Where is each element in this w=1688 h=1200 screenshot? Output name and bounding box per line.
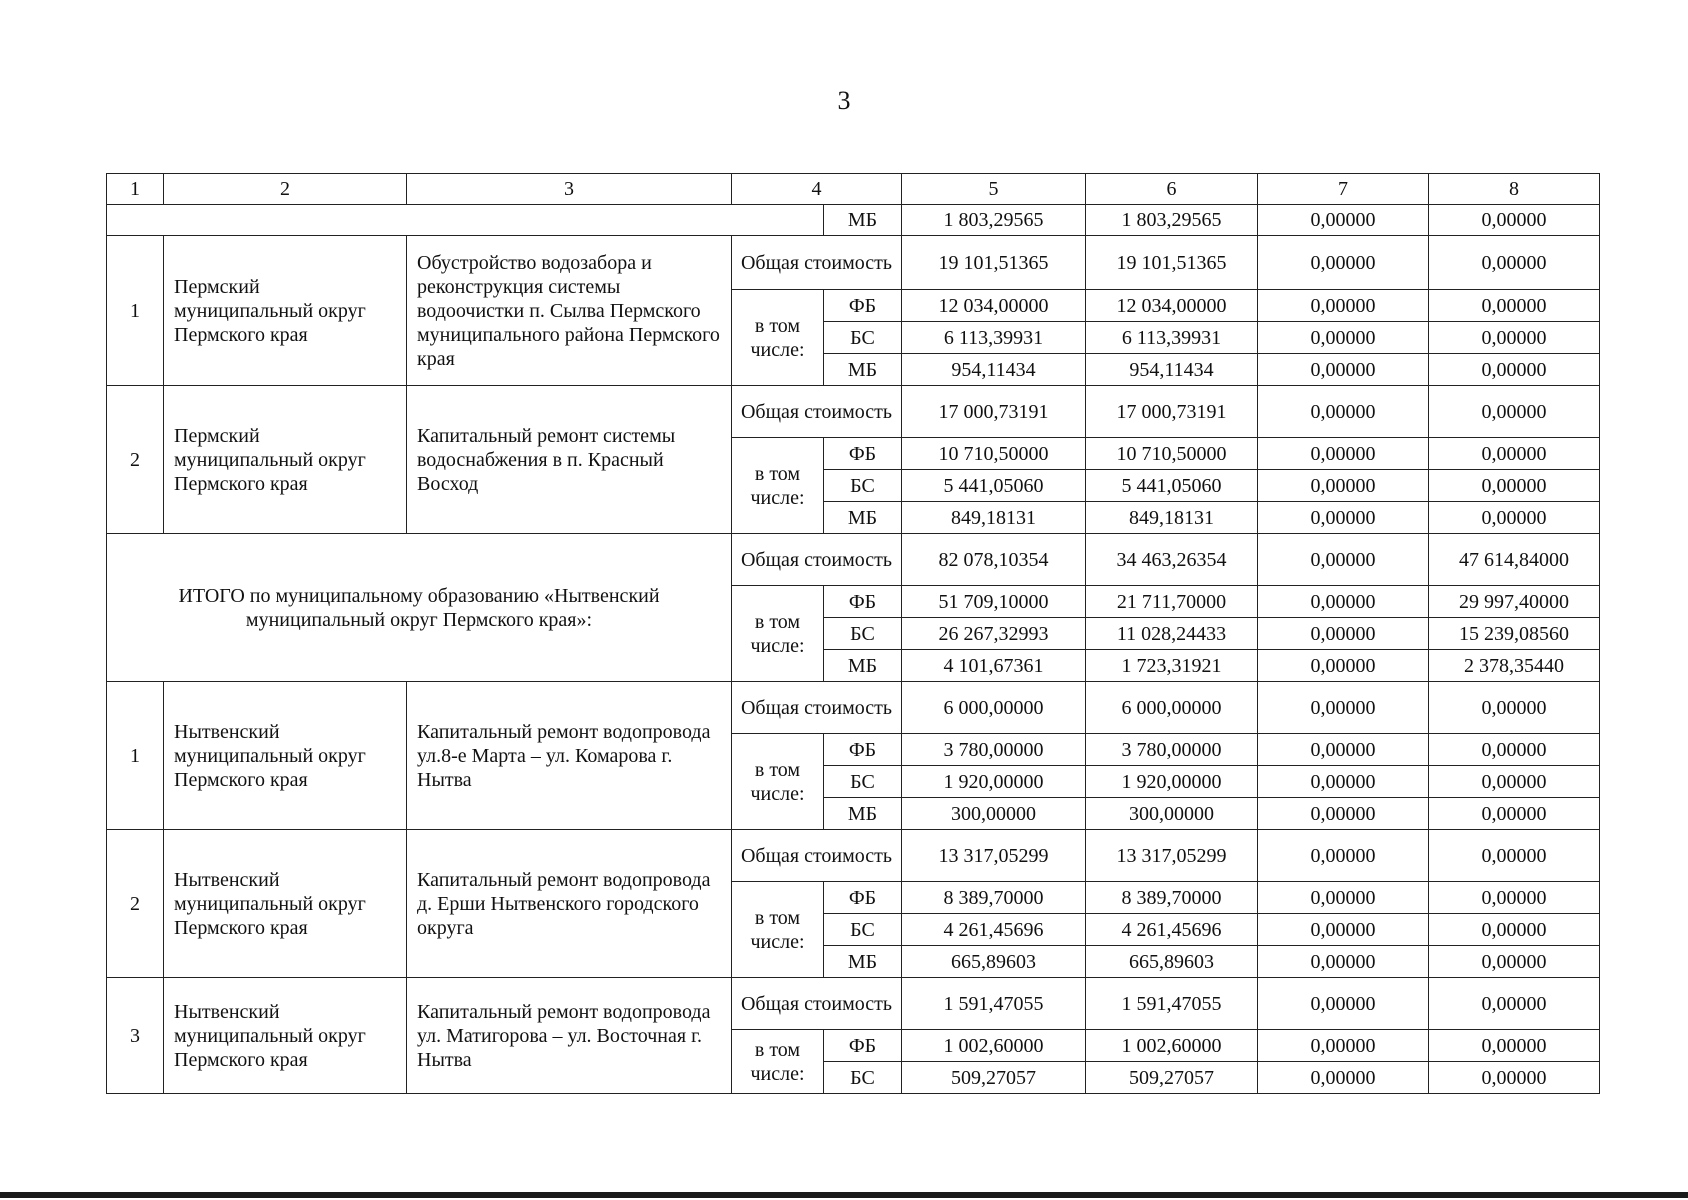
value-cell: 3 780,00000 bbox=[1086, 734, 1258, 766]
value-cell: 665,89603 bbox=[1086, 946, 1258, 978]
value-cell: 0,00000 bbox=[1429, 386, 1600, 438]
total-cost-label: Общая стоимость bbox=[732, 830, 902, 882]
including-label: в том числе: bbox=[732, 734, 824, 830]
header-row bbox=[107, 174, 1600, 205]
value-cell: 6 113,39931 bbox=[1086, 322, 1258, 354]
value-cell: 2 378,35440 bbox=[1429, 650, 1600, 682]
value-cell: 954,11434 bbox=[1086, 354, 1258, 386]
source-cell: МБ bbox=[824, 354, 902, 386]
value-cell: 0,00000 bbox=[1258, 682, 1429, 734]
value-cell: 82 078,10354 bbox=[902, 534, 1086, 586]
total-cost-label: Общая стоимость bbox=[732, 978, 902, 1030]
value-cell: 0,00000 bbox=[1429, 322, 1600, 354]
source-cell: ФБ bbox=[824, 438, 902, 470]
source-cell: БС bbox=[824, 914, 902, 946]
value-cell: 0,00000 bbox=[1258, 586, 1429, 618]
group-total-row bbox=[107, 978, 1600, 1030]
value-cell: 0,00000 bbox=[1258, 798, 1429, 830]
itogo-total-row bbox=[107, 534, 1600, 586]
value-cell: 0,00000 bbox=[1429, 978, 1600, 1030]
value-cell: 29 997,40000 bbox=[1429, 586, 1600, 618]
value-cell: 665,89603 bbox=[902, 946, 1086, 978]
value-cell: 0,00000 bbox=[1429, 766, 1600, 798]
project-title: Капитальный ремонт водопровода д. Ерши Нытвенского городского округа bbox=[407, 830, 732, 978]
value-cell: 0,00000 bbox=[1258, 470, 1429, 502]
source-cell: ФБ bbox=[824, 882, 902, 914]
value-cell: 6 000,00000 bbox=[902, 682, 1086, 734]
including-label: в том числе: bbox=[732, 586, 824, 682]
value-cell: 300,00000 bbox=[1086, 798, 1258, 830]
value-cell: 11 028,24433 bbox=[1086, 618, 1258, 650]
including-label: в том числе: bbox=[732, 438, 824, 534]
owner-cell: Пермский муниципальный округ Пермского края bbox=[164, 386, 407, 534]
value-cell: 4 101,67361 bbox=[902, 650, 1086, 682]
value-cell: 0,00000 bbox=[1429, 798, 1600, 830]
value-cell: 509,27057 bbox=[1086, 1062, 1258, 1094]
source-cell: БС bbox=[824, 322, 902, 354]
source-cell: ФБ bbox=[824, 1030, 902, 1062]
value-cell: 0,00000 bbox=[1258, 946, 1429, 978]
header-col-4: 4 bbox=[732, 174, 902, 205]
value-cell: 12 034,00000 bbox=[1086, 290, 1258, 322]
value-cell: 10 710,50000 bbox=[902, 438, 1086, 470]
row-number: 1 bbox=[107, 236, 164, 386]
value-cell: 1 803,29565 bbox=[1086, 205, 1258, 236]
value-cell: 0,00000 bbox=[1429, 946, 1600, 978]
value-cell: 0,00000 bbox=[1258, 882, 1429, 914]
value-cell: 0,00000 bbox=[1429, 502, 1600, 534]
group-total-row bbox=[107, 386, 1600, 438]
value-cell: 0,00000 bbox=[1258, 534, 1429, 586]
header-col-7: 7 bbox=[1258, 174, 1429, 205]
continuation-row bbox=[107, 205, 1600, 236]
value-cell: 51 709,10000 bbox=[902, 586, 1086, 618]
value-cell: 0,00000 bbox=[1258, 734, 1429, 766]
source-cell: МБ bbox=[824, 205, 902, 236]
funding-table bbox=[106, 173, 1600, 1094]
total-cost-label: Общая стоимость bbox=[732, 386, 902, 438]
source-cell: МБ bbox=[824, 502, 902, 534]
header-col-8: 8 bbox=[1429, 174, 1600, 205]
total-cost-label: Общая стоимость bbox=[732, 682, 902, 734]
group-total-row bbox=[107, 236, 1600, 290]
project-title: Капитальный ремонт водопровода ул. Матигорова – ул. Восточная г. Нытва bbox=[407, 978, 732, 1094]
value-cell: 21 711,70000 bbox=[1086, 586, 1258, 618]
value-cell: 1 002,60000 bbox=[902, 1030, 1086, 1062]
value-cell: 0,00000 bbox=[1429, 830, 1600, 882]
value-cell: 5 441,05060 bbox=[902, 470, 1086, 502]
value-cell: 0,00000 bbox=[1429, 914, 1600, 946]
source-cell: БС bbox=[824, 1062, 902, 1094]
header-col-3: 3 bbox=[407, 174, 732, 205]
header-col-2: 2 bbox=[164, 174, 407, 205]
owner-cell: Нытвенский муниципальный округ Пермского края bbox=[164, 682, 407, 830]
value-cell: 12 034,00000 bbox=[902, 290, 1086, 322]
value-cell: 3 780,00000 bbox=[902, 734, 1086, 766]
value-cell: 0,00000 bbox=[1258, 236, 1429, 290]
value-cell: 0,00000 bbox=[1429, 882, 1600, 914]
value-cell: 509,27057 bbox=[902, 1062, 1086, 1094]
value-cell: 0,00000 bbox=[1258, 205, 1429, 236]
project-title: Обустройство водозабора и реконструкция системы водоочистки п. Сылва Пермского муниципального района Пермского края bbox=[407, 236, 732, 386]
source-cell: ФБ bbox=[824, 290, 902, 322]
value-cell: 0,00000 bbox=[1258, 914, 1429, 946]
source-cell: ФБ bbox=[824, 734, 902, 766]
source-cell: ФБ bbox=[824, 586, 902, 618]
value-cell: 4 261,45696 bbox=[1086, 914, 1258, 946]
value-cell: 1 002,60000 bbox=[1086, 1030, 1258, 1062]
value-cell: 0,00000 bbox=[1258, 290, 1429, 322]
value-cell: 8 389,70000 bbox=[902, 882, 1086, 914]
value-cell: 19 101,51365 bbox=[1086, 236, 1258, 290]
value-cell: 1 920,00000 bbox=[902, 766, 1086, 798]
group-total-row bbox=[107, 830, 1600, 882]
header-col-1: 1 bbox=[107, 174, 164, 205]
value-cell: 0,00000 bbox=[1429, 205, 1600, 236]
value-cell: 6 000,00000 bbox=[1086, 682, 1258, 734]
value-cell: 0,00000 bbox=[1429, 470, 1600, 502]
source-cell: БС bbox=[824, 470, 902, 502]
value-cell: 849,18131 bbox=[1086, 502, 1258, 534]
scan-edge-bar bbox=[0, 1192, 1688, 1198]
project-title: Капитальный ремонт водопровода ул.8-е Марта – ул. Комарова г. Нытва bbox=[407, 682, 732, 830]
source-cell: МБ bbox=[824, 946, 902, 978]
value-cell: 0,00000 bbox=[1258, 354, 1429, 386]
empty-cell bbox=[107, 205, 824, 236]
value-cell: 1 723,31921 bbox=[1086, 650, 1258, 682]
header-col-5: 5 bbox=[902, 174, 1086, 205]
value-cell: 0,00000 bbox=[1258, 438, 1429, 470]
source-cell: МБ bbox=[824, 798, 902, 830]
owner-cell: Пермский муниципальный округ Пермского края bbox=[164, 236, 407, 386]
value-cell: 17 000,73191 bbox=[902, 386, 1086, 438]
row-number: 1 bbox=[107, 682, 164, 830]
value-cell: 0,00000 bbox=[1258, 322, 1429, 354]
value-cell: 13 317,05299 bbox=[902, 830, 1086, 882]
value-cell: 0,00000 bbox=[1258, 502, 1429, 534]
owner-cell: Нытвенский муниципальный округ Пермского края bbox=[164, 978, 407, 1094]
value-cell: 954,11434 bbox=[902, 354, 1086, 386]
value-cell: 5 441,05060 bbox=[1086, 470, 1258, 502]
value-cell: 0,00000 bbox=[1258, 1062, 1429, 1094]
source-cell: БС bbox=[824, 766, 902, 798]
project-title: Капитальный ремонт системы водоснабжения в п. Красный Восход bbox=[407, 386, 732, 534]
value-cell: 0,00000 bbox=[1258, 618, 1429, 650]
value-cell: 0,00000 bbox=[1429, 1030, 1600, 1062]
page-number: 3 bbox=[837, 86, 851, 115]
value-cell: 0,00000 bbox=[1258, 1030, 1429, 1062]
value-cell: 17 000,73191 bbox=[1086, 386, 1258, 438]
value-cell: 4 261,45696 bbox=[902, 914, 1086, 946]
source-cell: МБ bbox=[824, 650, 902, 682]
source-cell: БС bbox=[824, 618, 902, 650]
row-number: 2 bbox=[107, 386, 164, 534]
value-cell: 1 920,00000 bbox=[1086, 766, 1258, 798]
owner-cell: Нытвенский муниципальный округ Пермского края bbox=[164, 830, 407, 978]
itogo-label: ИТОГО по муниципальному образованию «Нытвенский муниципальный округ Пермского края»: bbox=[107, 534, 732, 682]
value-cell: 0,00000 bbox=[1429, 354, 1600, 386]
value-cell: 13 317,05299 bbox=[1086, 830, 1258, 882]
value-cell: 19 101,51365 bbox=[902, 236, 1086, 290]
value-cell: 0,00000 bbox=[1429, 290, 1600, 322]
value-cell: 47 614,84000 bbox=[1429, 534, 1600, 586]
value-cell: 1 591,47055 bbox=[1086, 978, 1258, 1030]
value-cell: 1 591,47055 bbox=[902, 978, 1086, 1030]
total-cost-label: Общая стоимость bbox=[732, 534, 902, 586]
including-label: в том числе: bbox=[732, 290, 824, 386]
value-cell: 15 239,08560 bbox=[1429, 618, 1600, 650]
value-cell: 6 113,39931 bbox=[902, 322, 1086, 354]
value-cell: 34 463,26354 bbox=[1086, 534, 1258, 586]
row-number: 3 bbox=[107, 978, 164, 1094]
value-cell: 849,18131 bbox=[902, 502, 1086, 534]
value-cell: 0,00000 bbox=[1258, 650, 1429, 682]
value-cell: 0,00000 bbox=[1429, 1062, 1600, 1094]
value-cell: 0,00000 bbox=[1429, 236, 1600, 290]
value-cell: 0,00000 bbox=[1258, 978, 1429, 1030]
value-cell: 0,00000 bbox=[1258, 830, 1429, 882]
value-cell: 1 803,29565 bbox=[902, 205, 1086, 236]
value-cell: 0,00000 bbox=[1258, 386, 1429, 438]
value-cell: 10 710,50000 bbox=[1086, 438, 1258, 470]
header-col-6: 6 bbox=[1086, 174, 1258, 205]
including-label: в том числе: bbox=[732, 1030, 824, 1094]
group-total-row bbox=[107, 682, 1600, 734]
value-cell: 0,00000 bbox=[1429, 682, 1600, 734]
value-cell: 0,00000 bbox=[1429, 438, 1600, 470]
value-cell: 300,00000 bbox=[902, 798, 1086, 830]
total-cost-label: Общая стоимость bbox=[732, 236, 902, 290]
value-cell: 8 389,70000 bbox=[1086, 882, 1258, 914]
including-label: в том числе: bbox=[732, 882, 824, 978]
value-cell: 0,00000 bbox=[1258, 766, 1429, 798]
row-number: 2 bbox=[107, 830, 164, 978]
value-cell: 0,00000 bbox=[1429, 734, 1600, 766]
value-cell: 26 267,32993 bbox=[902, 618, 1086, 650]
